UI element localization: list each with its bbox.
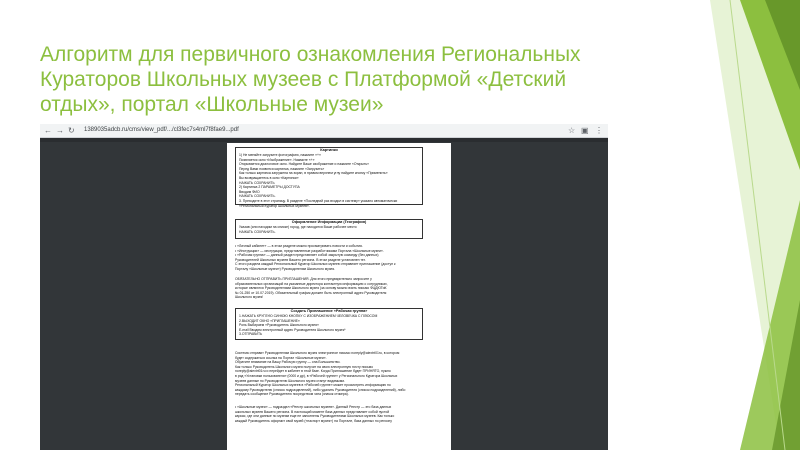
box-line: Открывается диалоговое окно. Найдите Ваше изображение и нажмите «Открыть» bbox=[239, 162, 370, 167]
box-line: 3. Преходите в этот страницу. В разделе «Последний раз входил в систему» указано автоматически bbox=[239, 198, 398, 203]
box-line: E-mail Вводим электронный адрес Руководителя Школьного музея* bbox=[239, 327, 346, 332]
box-line: НАЖАТЬ СОХРАНИТЬ. bbox=[239, 229, 276, 234]
back-icon: ← bbox=[44, 126, 52, 135]
box-line: НАЖАТЬ СОХРАНИТЬ. bbox=[239, 194, 276, 199]
paragraph-sections bbox=[235, 244, 435, 272]
text-line: Руководителей Школьных музеев Вашего региона. В этом разделе установлен тег. bbox=[235, 257, 366, 262]
text-line: каждый Руководитель оформит свой музей («паспорт музея») на Портале, база данных по региону bbox=[235, 418, 392, 423]
star-icon: ☆ bbox=[568, 126, 576, 135]
box-line: 1) Не меняйте загрузите фотографию, нажмите «+» bbox=[239, 153, 321, 157]
slide-title bbox=[40, 42, 600, 117]
url-text: 1389035adcb.ru/cms/view_pdf/.../cl3fec7s4ml7f8fae9...pdf bbox=[84, 127, 239, 133]
box-line: Роль Выбираем «Руководитель Школьного музея» bbox=[239, 323, 319, 328]
box-title: Картинки bbox=[320, 148, 338, 152]
text-line: школьных музеев Вашего региона. В настоящий момент база данных представляет собой пустой bbox=[235, 409, 390, 414]
paragraph-invitations bbox=[235, 277, 435, 300]
box-line: Вы возвращаетесь в окно «Картинки» bbox=[239, 175, 299, 180]
paragraph-system-notice bbox=[235, 351, 435, 397]
box-line: 3.ОТПРАВИТЬ bbox=[239, 332, 263, 337]
extension-icon: ▣ bbox=[581, 126, 589, 135]
text-line: С этого раздела каждый Региональный Куратор Школьных музеев отправляет приглашение (доступ к bbox=[235, 262, 396, 267]
text-line: № 01-250 от 10.07.2019). Обязательный график должен быть электронный адрес Руководителя bbox=[235, 290, 387, 295]
forward-icon: → bbox=[56, 126, 64, 135]
text-line: • «Рабочая группа» — данный раздел представляет собой закрытую команду (без данных) bbox=[235, 253, 379, 258]
menu-icon: ⋮ bbox=[595, 126, 603, 135]
text-line: Порталу «Школьные музеи») Руководителям Школьного музея. bbox=[235, 266, 336, 271]
text-line: Система отправит Руководителям Школьного музея электронное письмо noreply@aiextrt01ru, в котором bbox=[235, 351, 400, 355]
box-line: Вводим ФИО bbox=[239, 189, 260, 194]
box-line: Перед Вами появится картинка, нажмите «Загрузить» bbox=[239, 166, 325, 171]
text-line: передать сообщение Руководителю посредством чата (значок стикера). bbox=[235, 392, 349, 397]
box-line: 1.НАЖАТЬ КРУГЛУЮ СИНЮЮ КНОПКУ С ИЗОБРАЖЕНИЕМ ЧЕЛОВЕЧКА С ПЛЮСОМ bbox=[239, 314, 378, 318]
text-line: • «Инструкции» — инструкции, представленные разработчиками Портала «Школьные музеи». bbox=[235, 248, 384, 253]
text-line: noreply@aiextrt01ru и перейдет в кабинет в этой базе. Когда Приглашение будет ПРИНЯТО, нужно bbox=[235, 369, 391, 374]
box-line: Появляется окно «Изображение». Нажмите «+» bbox=[239, 157, 315, 162]
text-line: • «Школьные музеи» — подраздел «Реестр школьных музеев». Данный Реестр — это база данных bbox=[235, 405, 392, 409]
box-line: Как только картинка загружена на экран, в правом верхнем углу найдите кнопку «Применить» bbox=[239, 171, 388, 176]
slide-title-line: Алгоритм для первичного ознакомления Региональных bbox=[40, 43, 581, 66]
text-line: • «Личный кабинет» — в этом разделе можно просматривать новости и события. bbox=[235, 244, 363, 248]
text-line: музеев данные по Руководителю Школьного музея станут видимыми. bbox=[235, 378, 346, 383]
paragraph-school-museums bbox=[235, 405, 435, 423]
box-line: Указав (или находим на списке) город, где находится Ваше рабочее место bbox=[239, 225, 357, 229]
text-line: каждому Руководителю (список подразделений), либо удалить Руководителя (список подразделений), либо bbox=[235, 387, 406, 392]
text-line: в ряд «Установки пользователя» (0000 и др), в «Рабочей группе» у Регионального Куратора Школьных bbox=[235, 373, 398, 378]
text-line: образовательных организаций на указанные директора контактную информацию о сотрудниках, bbox=[235, 281, 388, 286]
instruction-box-pictures bbox=[235, 147, 423, 208]
decorative-green-shapes bbox=[590, 0, 800, 450]
reload-icon: ↻ bbox=[68, 126, 75, 135]
box-title: Создать Приглашение «Рабочая группа» bbox=[290, 309, 368, 313]
text-line: будет содержаться ссылка на Портал «Школьные музеи». bbox=[235, 355, 327, 360]
box-title: Оформление Информации (География) bbox=[291, 220, 367, 224]
browser-address-bar bbox=[40, 124, 608, 138]
pdf-page bbox=[227, 143, 451, 450]
text-line: Школьного музея! bbox=[235, 295, 264, 300]
text-line: каркас, где они данные по музеям еще не заполнены Руководителями Школьных музеев. Как только bbox=[235, 414, 395, 419]
slide-title-line: отдых», портал «Школьные музеи» bbox=[40, 93, 384, 116]
pdf-viewer-toolbar bbox=[40, 138, 608, 142]
text-line: Обратите внимание на Вашу Рабочую группу — она Большинство. bbox=[235, 360, 341, 365]
box-line: «Региональный Куратор Школьных Музеев». bbox=[239, 203, 310, 208]
text-line: Как только Руководитель Школьного музея получит на свою электронную почту письмо bbox=[235, 364, 374, 369]
text-line: Региональный Куратор Школьных музеев в «Рабочей группе» может просмотреть информацию по bbox=[235, 383, 391, 388]
instruction-box-geography bbox=[235, 219, 423, 239]
box-line: НАЖАТЬ СОХРАНИТЬ bbox=[239, 180, 275, 185]
box-line: 2.ВЫХОДИТ ОКНО «ПРИГЛАШЕНИЕ» bbox=[239, 318, 300, 323]
text-line: которые являются Руководителями Школьного музея (за основу можно взять письмо ФЦДЮТиК bbox=[235, 286, 387, 291]
instruction-box-invitation bbox=[235, 308, 423, 340]
text-line: ОБЯЗАТЕЛЬНО ОТПРАВИТЬ ПРИГЛАШЕНИЯ. Для этого предварительно запросите у bbox=[235, 277, 372, 281]
slide-title-line: Кураторов Школьных музеев с Платформой «Детский bbox=[40, 68, 567, 91]
embedded-browser-screenshot bbox=[40, 124, 608, 450]
box-line: 2) Картинка 2 ПАРАМЕТРЫ ДОСТУПА bbox=[239, 185, 300, 190]
